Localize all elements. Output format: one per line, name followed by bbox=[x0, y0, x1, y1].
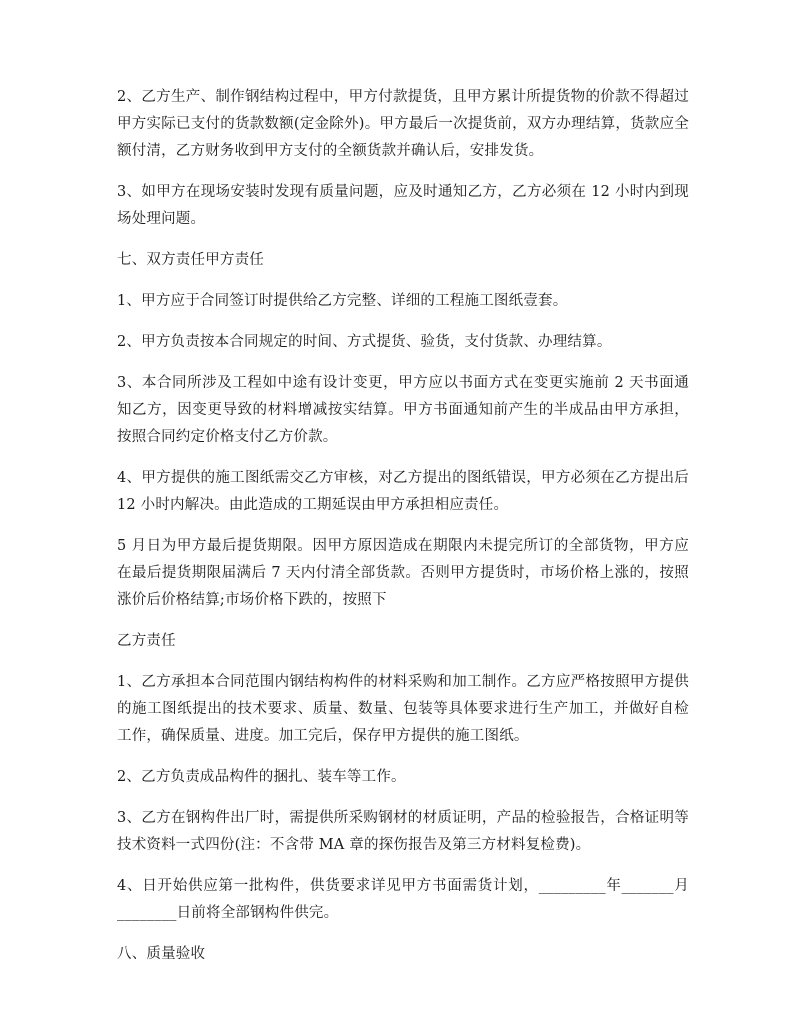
paragraph-party-a-4: 4、甲方提供的施工图纸需交乙方审核，对乙方提出的图纸错误，甲方必须在乙方提出后 12 小时内解决。由此造成的工期延误由甲方承担相应责任。 bbox=[117, 470, 689, 513]
paragraph-party-b-1: 1、乙方承担本合同范围内钢结构构件的材料采购和加工制作。乙方应严格按照甲方提供的施工图纸提出的技术要求、质量、数量、包装等具体要求进行生产加工，并做好自检工作，确保质量、进度。加工完后，保存甲方提供的施工图纸。 bbox=[117, 674, 689, 744]
paragraph-party-a-5: 5 月日为甲方最后提货期限。因甲方原因造成在期限内未提完所订的全部货物，甲方应在最后提货期限届满后 7 天内付清全部货款。否则甲方提货时，市场价格上涨的，按照涨价后价格结算;市场价格下跌的，按照下 bbox=[117, 538, 689, 608]
paragraph-party-b-3: 3、乙方在钢构件出厂时，需提供所采购钢材的材质证明，产品的检验报告，合格证明等技术资料一式四份(注：不含带 MA 章的探伤报告及第三方材料复检费)。 bbox=[117, 810, 689, 853]
paragraph-party-b-4: 4、日开始供应第一批构件，供货要求详见甲方书面需货计划，_________年_______月________日前将全部钢构件供完。 bbox=[117, 878, 689, 921]
paragraph-payment-terms: 2、乙方生产、制作钢结构过程中，甲方付款提货，且甲方累计所提货物的价款不得超过甲方实际已支付的货款数额(定金除外)。甲方最后一次提货前，双方办理结算，货款应全额付清，乙方财务收到甲方支付的全额货款并确认后，安排发货。 bbox=[117, 89, 689, 159]
section-heading-quality-acceptance: 八、质量验收 bbox=[117, 946, 206, 962]
section-heading-party-b: 乙方责任 bbox=[117, 633, 176, 649]
document-page bbox=[117, 84, 689, 982]
section-heading-responsibilities: 七、双方责任甲方责任 bbox=[117, 252, 264, 268]
paragraph-party-b-2: 2、乙方负责成品构件的捆扎、装车等工作。 bbox=[117, 769, 406, 785]
paragraph-party-a-2: 2、甲方负责按本合同规定的时间、方式提货、验货，支付货款、办理结算。 bbox=[117, 334, 612, 350]
paragraph-quality-notice: 3、如甲方在现场安装时发现有质量问题，应及时通知乙方，乙方必须在 12 小时内到现场处理问题。 bbox=[117, 184, 689, 227]
paragraph-party-a-3: 3、本合同所涉及工程如中途有设计变更，甲方应以书面方式在变更实施前 2 天书面通知乙方，因变更导致的材料增减按实结算。甲方书面通知前产生的半成品由甲方承担，按照合同约定价格支付乙方价款。 bbox=[117, 375, 689, 445]
paragraph-party-a-1: 1、甲方应于合同签订时提供给乙方完整、详细的工程施工图纸壹套。 bbox=[117, 293, 568, 309]
